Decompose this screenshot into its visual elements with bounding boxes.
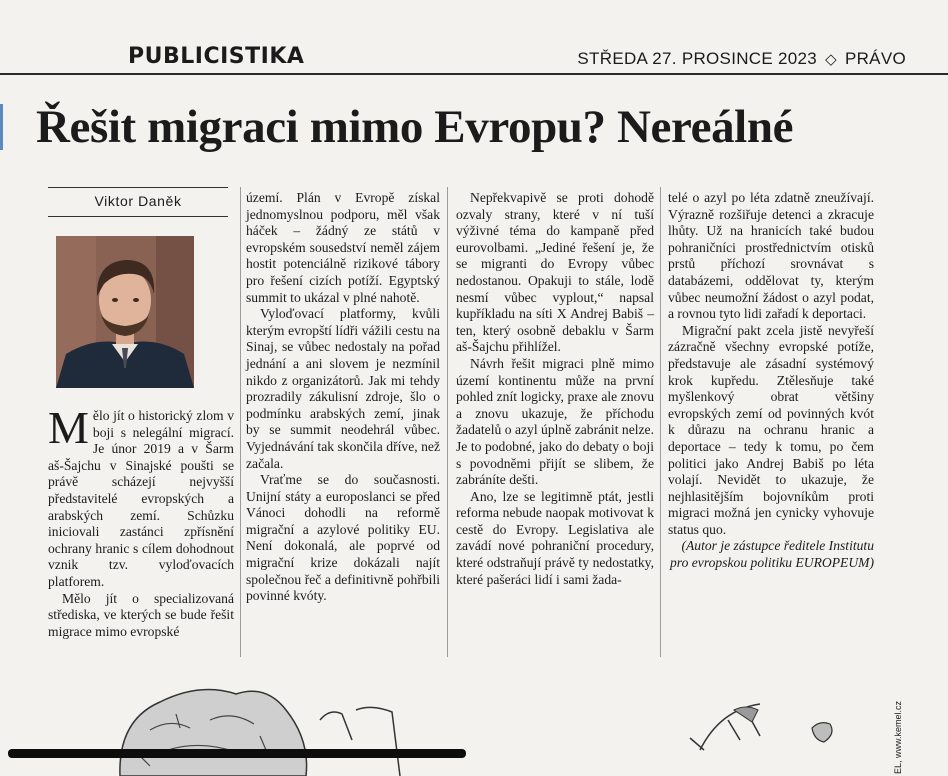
diamond-separator-icon: ◇ <box>825 51 837 68</box>
author-byline: Viktor Daněk <box>94 193 182 209</box>
column-divider <box>660 187 661 657</box>
article-column-2 <box>246 190 440 605</box>
illustrator-credit: EL, www.kemel.cz <box>893 700 903 774</box>
cartoon-illustration <box>0 680 948 776</box>
paragraph-text: telé o azyl po léta zdatně zneužívají. Výrazně rozšiřuje detenci a zkracuje lhůty. Už na hranicích také budou pohraničníci prostřednictvím otisků prstů příchozí srovnávat s databázemi, oddělovat ty, kterým vůbec neumožní žádost o azyl podat, a rovnou tyto lidi zařadí k deportaci. <box>668 190 874 322</box>
dateline <box>577 49 906 69</box>
issue-date: STŘEDA 27. PROSINCE 2023 <box>577 49 818 68</box>
paragraph-text: ělo jít o historický zlom v boji s nelegální migrací. Je únor 2019 a v Šarm aš-Šajchu v Sinajské poušti se právě scházejí nejvyšší představitelé evropských a arabských zemí. Schůzku iniciovali zastánci zpřísnění ochrany hranic s cílem dohodnout vznik tzv. vyloďovacích platforem. <box>48 408 234 589</box>
paragraph-text: Migrační pakt zcela jistě nevyřeší zázračně všechny evropské potíže, představuje ale zásadní systémový krok kupředu. Ztělesňuje také myšlenkový obrat většiny evropských zemí od povinných kvót k důrazu na ochranu hranic a deportace – tedy k tomu, po čem politici jako Andrej Babiš po léta volají. Nevidět to ukazuje, že nejhlasitějším bojovníkům proti migraci možná jen cynicky vyhovuje status quo. <box>668 322 874 537</box>
article-column-3 <box>456 190 654 588</box>
author-portrait-photo <box>56 236 194 388</box>
column-divider <box>447 187 448 657</box>
header-rule <box>0 73 948 75</box>
article-headline: Řešit migraci mimo Evropu? Nereálné <box>36 101 794 153</box>
paragraph-text: území. Plán v Evropě získal jednomyslnou podporu, měl však háček – žádný ze států v evropském sousedství neměl zájem hostit potenciálně rizikové tábory pro řešení cizích potíží. Egyptský summit to ukázal v plné nahotě. <box>246 190 440 305</box>
paragraph-text: Vraťme se do současnosti. Unijní státy a europoslanci se před Vánoci dohodli na reformě migrační a azylové politiky EU. Není dokonalá, ale poprvé od migrační krize dokázali najít společnou řeč a definitivně pohřbili povinné kvóty. <box>246 472 440 604</box>
paragraph-text: Ano, lze se legitimně ptát, jestli reforma nebude naopak motivovat k cestě do Evropy. Legislativa ale zavádí nové pohraniční procedury, které odstraňují právě ty nedostatky, které pašeráci lidí i sami žada- <box>456 488 654 587</box>
page-edge-marker <box>0 104 3 150</box>
section-title: PUBLICISTIKA <box>128 44 305 69</box>
paragraph-text: Mělo jít o specializovaná střediska, ve kterých se bude řešit migrace mimo evropské <box>48 590 234 639</box>
drop-cap: M <box>48 402 89 453</box>
paragraph-text: Nepřekvapivě se proti dohodě ozvaly strany, které v ní tuší výživné téma do kampaně před eurovolbami. „Jediné řešení je, že se migranti do Evropy vůbec nedostanou. Opakuji to stále, lodě nesmí vůbec vyplout,“ napsal kupříkladu na síti X Andrej Babiš – ten, který osobně debaklu v Šarm aš-Šajchu přihlížel. <box>456 190 654 355</box>
author-note: (Autor je zástupce ředitele Institutu pro evropskou politiku EUROPEUM) <box>670 538 874 571</box>
paragraph-text: Návrh řešit migraci plně mimo území kontinentu může na první pohled znít logicky, praxe ale znovu a znovu ukazuje, že příchodu žadatelů o azyl úplně zabránit nelze. Je to podobné, jako do debaty o boji s povodněmi přijít se slibem, že zabráníte dešti. <box>456 355 654 488</box>
publication-name: PRÁVO <box>844 49 906 68</box>
paragraph-text: Vyloďovací platformy, kvůli kterým evropští lídři vážili cestu na Sinaj, se vůbec nedostaly na pořad jednání a ani slovem je nezmínil nikdo z organizátorů. Jak mi tehdy prozradily zákulisní zdroje, šlo o podmínku arabských zemí, jinak by se summit neodehrál vůbec. Vyjednávání tak skončila dříve, než začala. <box>246 306 440 471</box>
scroll-indicator-bar[interactable] <box>8 749 466 758</box>
article-column-4 <box>668 190 874 572</box>
column-divider <box>240 187 241 657</box>
article-column-1 <box>48 402 234 640</box>
portrait-drawing <box>56 236 194 388</box>
